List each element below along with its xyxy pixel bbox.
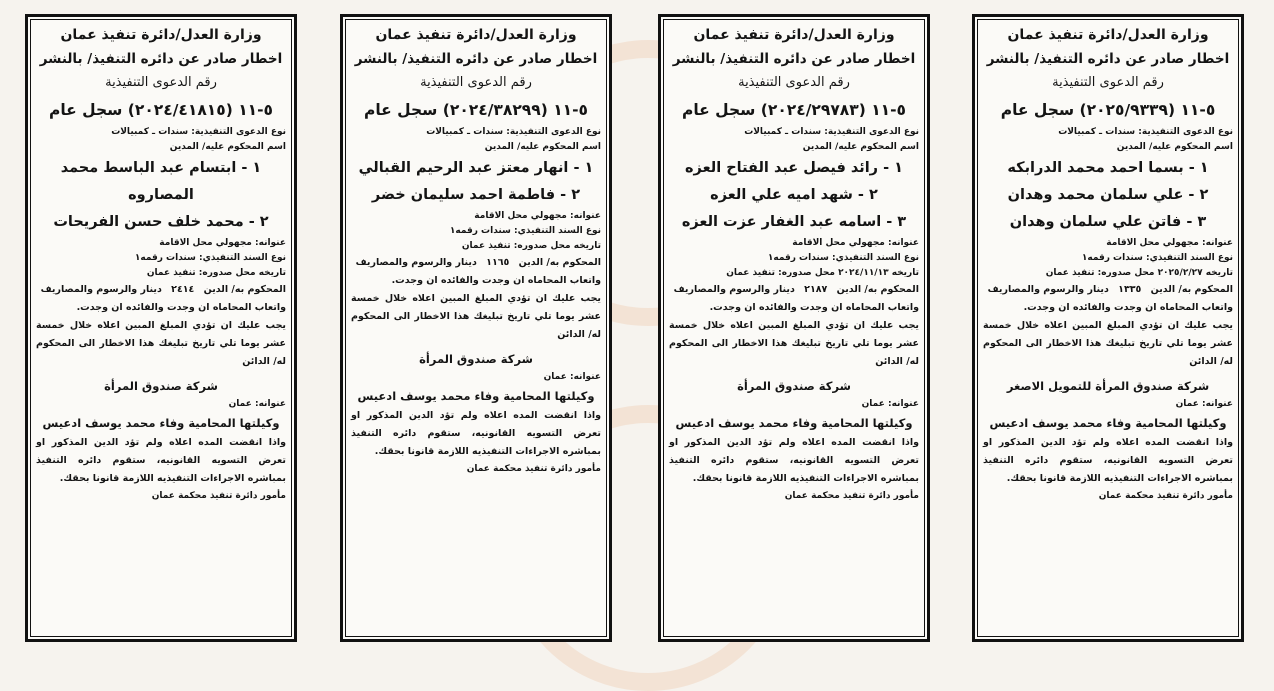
- amount-prefix: المحكوم به/ الدين: [203, 284, 286, 295]
- amount-suffix: دينار والرسوم والمصاريف: [987, 284, 1109, 295]
- debtor-name: ٢ - علي سلمان محمد وهدان: [1007, 187, 1209, 203]
- amount-suffix: دينار والرسوم والمصاريف: [673, 284, 795, 295]
- notice-card: [340, 14, 612, 642]
- creditor-agent: وكيلتها المحامية وفاء محمد يوسف ادعيس: [989, 416, 1227, 430]
- debtor-name: ٢ - فاطمة احمد سليمان خضر: [371, 187, 581, 203]
- payment-text: يجب عليك ان تؤدي المبلغ المبين اعلاه خلال خمسة عشر يوما تلي تاريخ تبليغك هذا الاخطار الى المحكوم له/ الدائن: [351, 293, 601, 340]
- document-type: نوع السند التنفيذي: سندات رقمه١: [767, 253, 919, 263]
- amount-value: ٢١٨٧: [804, 284, 828, 295]
- signature: مأمور دائرة تنفيذ محكمة عمان: [784, 491, 919, 501]
- amount-prefix: المحكوم به/ الدين: [1150, 284, 1233, 295]
- closing-text: واذا انقضت المده اعلاه ولم تؤد الدين المذكور او تعرض التسويه القانونيه، ستقوم دائره التنفيذ بمباشره الاجراءات التنفيذيه اللازمة قانونا بحقك.: [983, 437, 1233, 484]
- amount-value: ٢٤١٤: [171, 284, 195, 295]
- ministry-heading: وزارة العدل/دائرة تنفيذ عمان: [375, 27, 577, 43]
- signature: مأمور دائرة تنفيذ محكمة عمان: [466, 464, 601, 474]
- amount-line: [36, 281, 286, 299]
- ministry-heading: وزارة العدل/دائرة تنفيذ عمان: [60, 27, 262, 43]
- notice-card: [972, 14, 1244, 642]
- notice-title: اخطار صادر عن دائره التنفيذ/ بالنشر: [354, 51, 598, 67]
- fees-line: واتعاب المحاماه ان وجدت والفائده ان وجدت.: [76, 302, 286, 313]
- case-label: رقم الدعوى التنفيذية: [420, 75, 532, 90]
- notice-title: اخطار صادر عن دائره التنفيذ/ بالنشر: [39, 51, 283, 67]
- amount-line: [983, 281, 1233, 299]
- notice-title: اخطار صادر عن دائره التنفيذ/ بالنشر: [672, 51, 916, 67]
- debtor-name: ١ - ابتسام عبد الباسط محمد المصاروه: [60, 160, 262, 203]
- case-label: رقم الدعوى التنفيذية: [1052, 75, 1164, 90]
- case-number: ٥-١١ (٢٠٢٤/٢٩٧٨٣) سجل عام: [681, 101, 907, 119]
- document-date: تاريخه ٢٠٢٥/٢/٢٧ محل صدوره: تنفيذ عمان: [1045, 268, 1233, 278]
- signature: مأمور دائرة تنفيذ محكمة عمان: [151, 491, 286, 501]
- closing-text: واذا انقضت المده اعلاه ولم تؤد الدين المذكور او تعرض التسويه القانونيه، ستقوم دائره التنفيذ بمباشره الاجراءات التنفيذيه اللازمة قانونا بحقك.: [351, 410, 601, 457]
- fees-line: واتعاب المحاماه ان وجدت والفائده ان وجدت.: [1023, 302, 1233, 313]
- document-type: نوع السند التنفيذي: سندات رقمه١: [449, 226, 601, 236]
- debtor-name: ٢ - محمد خلف حسن الفريحات: [53, 214, 269, 230]
- case-type: نوع الدعوى التنفيذية: سندات ـ كمبيالات: [744, 127, 919, 137]
- amount-suffix: دينار والرسوم والمصاريف: [355, 257, 477, 268]
- debtor-name: ٣ - اسامه عبد الغفار عزت العزه: [681, 214, 907, 230]
- document-date: تاريخه ٢٠٢٤/١١/١٣ محل صدوره: تنفيذ عمان: [726, 268, 919, 278]
- debtor-address: عنوانه: مجهولي محل الاقامة: [474, 211, 601, 221]
- amount-value: ١٣٣٥: [1118, 284, 1142, 295]
- ministry-heading: وزارة العدل/دائرة تنفيذ عمان: [1007, 27, 1209, 43]
- payment-text: يجب عليك ان تؤدي المبلغ المبين اعلاه خلال خمسة عشر يوما تلي تاريخ تبليغك هذا الاخطار الى المحكوم له/ الدائن: [36, 320, 286, 367]
- debtor-address: عنوانه: مجهولي محل الاقامة: [1106, 238, 1233, 248]
- creditor-agent: وكيلتها المحامية وفاء محمد يوسف ادعيس: [675, 416, 913, 430]
- closing-text: واذا انقضت المده اعلاه ولم تؤد الدين المذكور او تعرض التسويه القانونيه، ستقوم دائره التنفيذ بمباشره الاجراءات التنفيذيه اللازمة قانونا بحقك.: [36, 437, 286, 484]
- debtor-label: اسم المحكوم عليه/ المدين: [169, 142, 286, 152]
- case-type: نوع الدعوى التنفيذية: سندات ـ كمبيالات: [426, 127, 601, 137]
- amount-line: [669, 281, 919, 299]
- amount-value: ١١٦٥: [486, 257, 510, 268]
- creditor-agent: وكيلتها المحامية وفاء محمد يوسف ادعيس: [357, 389, 595, 403]
- case-label: رقم الدعوى التنفيذية: [105, 75, 217, 90]
- ministry-heading: وزارة العدل/دائرة تنفيذ عمان: [693, 27, 895, 43]
- creditor-company: شركة صندوق المرأة للتمويل الاصغر: [1006, 379, 1210, 393]
- debtor-address: عنوانه: مجهولي محل الاقامة: [792, 238, 919, 248]
- creditor-company: شركة صندوق المرأة: [419, 352, 533, 366]
- company-address: عنوانه: عمان: [228, 399, 286, 409]
- signature: مأمور دائرة تنفيذ محكمة عمان: [1098, 491, 1233, 501]
- creditor-agent: وكيلتها المحامية وفاء محمد يوسف ادعيس: [42, 416, 280, 430]
- fees-line: واتعاب المحاماه ان وجدت والفائده ان وجدت.: [391, 275, 601, 286]
- debtor-name: ١ - رائد فيصل عبد الفتاح العزه: [685, 160, 903, 176]
- company-address: عنوانه: عمان: [861, 399, 919, 409]
- creditor-company: شركة صندوق المرأة: [104, 379, 218, 393]
- case-number: ٥-١١ (٢٠٢٥/٩٣٣٩) سجل عام: [1000, 101, 1216, 119]
- case-type: نوع الدعوى التنفيذية: سندات ـ كمبيالات: [1058, 127, 1233, 137]
- case-number: ٥-١١ (٢٠٢٤/٤١٨١٥) سجل عام: [48, 101, 274, 119]
- payment-text: يجب عليك ان تؤدي المبلغ المبين اعلاه خلال خمسة عشر يوما تلي تاريخ تبليغك هذا الاخطار الى المحكوم له/ الدائن: [669, 320, 919, 367]
- debtor-name: ٣ - فاتن علي سلمان وهدان: [1009, 214, 1207, 230]
- debtor-label: اسم المحكوم عليه/ المدين: [1116, 142, 1233, 152]
- notice-card: [25, 14, 297, 642]
- company-address: عنوانه: عمان: [1175, 399, 1233, 409]
- document-type: نوع السند التنفيذي: سندات رقمه١: [134, 253, 286, 263]
- notice-title: اخطار صادر عن دائره التنفيذ/ بالنشر: [986, 51, 1230, 67]
- debtor-name: ١ - بسما احمد محمد الدرابكه: [1007, 160, 1209, 176]
- debtor-name: ١ - انهار معتز عبد الرحيم القبالي: [358, 160, 594, 176]
- amount-prefix: المحكوم به/ الدين: [836, 284, 919, 295]
- amount-suffix: دينار والرسوم والمصاريف: [40, 284, 162, 295]
- amount-prefix: المحكوم به/ الدين: [518, 257, 601, 268]
- fees-line: واتعاب المحاماه ان وجدت والفائده ان وجدت.: [709, 302, 919, 313]
- company-address: عنوانه: عمان: [543, 372, 601, 382]
- payment-text: يجب عليك ان تؤدي المبلغ المبين اعلاه خلال خمسة عشر يوما تلي تاريخ تبليغك هذا الاخطار الى المحكوم له/ الدائن: [983, 320, 1233, 367]
- amount-line: [351, 254, 601, 272]
- document-type: نوع السند التنفيذي: سندات رقمه١: [1081, 253, 1233, 263]
- case-number: ٥-١١ (٢٠٢٤/٣٨٢٩٩) سجل عام: [363, 101, 589, 119]
- document-date: تاريخه محل صدوره: تنفيذ عمان: [461, 241, 601, 251]
- document-date: تاريخه محل صدوره: تنفيذ عمان: [146, 268, 286, 278]
- case-label: رقم الدعوى التنفيذية: [738, 75, 850, 90]
- debtor-label: اسم المحكوم عليه/ المدين: [484, 142, 601, 152]
- debtor-label: اسم المحكوم عليه/ المدين: [802, 142, 919, 152]
- debtor-name: ٢ - شهد اميه علي العزه: [710, 187, 878, 203]
- case-type: نوع الدعوى التنفيذية: سندات ـ كمبيالات: [111, 127, 286, 137]
- closing-text: واذا انقضت المده اعلاه ولم تؤد الدين المذكور او تعرض التسويه القانونيه، ستقوم دائره التنفيذ بمباشره الاجراءات التنفيذيه اللازمة قانونا بحقك.: [669, 437, 919, 484]
- creditor-company: شركة صندوق المرأة: [737, 379, 851, 393]
- debtor-address: عنوانه: مجهولي محل الاقامة: [159, 238, 286, 248]
- notice-card: [658, 14, 930, 642]
